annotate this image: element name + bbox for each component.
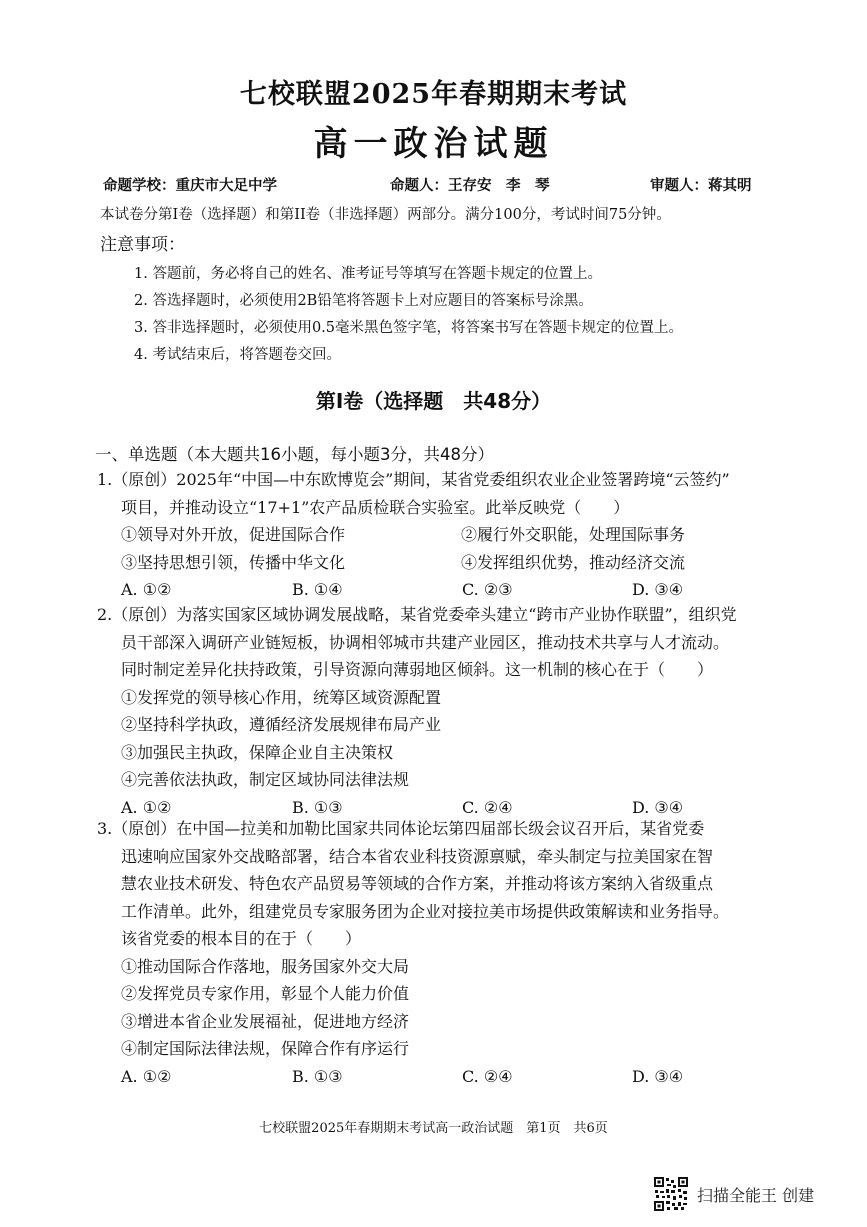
question-stem: 1.（原创）2025年“中国—中东欧博览会”期间，某省党委组织农业企业签署跨境“云签约” — [97, 470, 730, 489]
notice-list — [134, 262, 683, 370]
notice-item: 3. 答非选择题时，必须使用0.5毫米黑色签字笔，将答案书写在答题卡规定的位置上。 — [134, 320, 684, 336]
exam-intro: 本试卷分第I卷（选择题）和第II卷（非选择题）两部分。满分100分，考试时间75分钟。 — [100, 207, 671, 223]
choice-d: D. ③④ — [632, 797, 684, 817]
authors-label: 命题人：王存安 李 琴 — [390, 177, 550, 194]
question-stem: 该省党委的根本目的在于（ ） — [121, 929, 362, 948]
statement: ④制定国际法律法规，保障合作有序运行 — [121, 1039, 410, 1058]
statement: ③增进本省企业发展福祉，促进地方经济 — [121, 1011, 410, 1031]
choice-d: D. ③④ — [632, 1066, 684, 1086]
choice-a: A. ①② — [121, 797, 172, 817]
choice-a: A. ①② — [121, 1066, 172, 1086]
notice-heading: 注意事项： — [100, 235, 185, 255]
choice-c: C. ②④ — [462, 1066, 513, 1086]
reviewer-label: 审题人：蒋其明 — [650, 177, 752, 194]
page-footer: 七校联盟2025年春期期末考试高一政治试题 第1页 共6页 — [259, 1121, 608, 1136]
question-stem: 项目，并推动设立“17+1”农产品质检联合实验室。此举反映党（ ） — [121, 497, 630, 517]
choice-c: C. ②④ — [462, 797, 513, 817]
notice-item: 2. 答选择题时，必须使用2B铅笔将答题卡上对应题目的答案标号涂黑。 — [134, 293, 593, 309]
part-title: 一、单选题（本大题共16小题，每小题3分，共48分） — [95, 445, 494, 464]
question-stem: 3.（原创）在中国—拉美和加勒比国家共同体论坛第四届部长级会议召开后，某省党委 — [97, 819, 705, 838]
question-stem: 慧农业技术研发、特色农产品贸易等领域的合作方案，并推动将该方案纳入省级重点 — [121, 874, 714, 893]
question-1 — [97, 466, 730, 604]
scanner-text: 扫描全能王 创建 — [697, 1185, 815, 1205]
question-stem: 工作清单。此外，组建党员专家服务团为企业对接拉美市场提供政策解读和业务指导。 — [121, 901, 730, 921]
answer-choices — [97, 1063, 729, 1091]
choice-a: A. ①② — [121, 580, 172, 599]
question-stem: 员干部深入调研产业链短板，协调相邻城市共建产业园区，推动技术共享与人才流动。 — [121, 632, 730, 652]
answer-choices — [97, 576, 730, 604]
section-title: 第I卷（选择题 共48分） — [315, 389, 552, 413]
statement: ②履行外交职能，处理国际事务 — [461, 525, 686, 544]
choice-d: D. ③④ — [632, 580, 684, 599]
scanner-watermark — [653, 1176, 814, 1212]
statement: ③坚持思想引领，传播中华文化 — [121, 552, 346, 572]
question-stem: 迅速响应国家外交战略部署，结合本省农业科技资源禀赋，牵头制定与拉美国家在智 — [121, 846, 714, 866]
qr-code-icon — [653, 1176, 689, 1212]
statement: ④完善依法执政，制定区域协同法律法规 — [121, 770, 410, 789]
question-stem: 同时制定差异化扶持政策，引导资源向薄弱地区倾斜。这一机制的核心在于（ ） — [121, 660, 714, 679]
statement: ①领导对外开放，促进国际合作 — [121, 525, 346, 544]
statement: ②发挥党员专家作用，彰显个人能力价值 — [121, 984, 410, 1003]
choice-b: B. ①③ — [292, 797, 343, 817]
statement-row — [97, 549, 730, 577]
statement-row — [97, 521, 730, 549]
statement: ④发挥组织优势，推动经济交流 — [461, 552, 686, 572]
question-3 — [97, 815, 729, 1090]
notice-item: 4. 考试结束后，将答题卷交回。 — [134, 347, 341, 363]
statement: ①推动国际合作落地，服务国家外交大局 — [121, 956, 410, 976]
notice-item: 1. 答题前，务必将自己的姓名、准考证号等填写在答题卡规定的位置上。 — [134, 266, 602, 282]
statement: ②坚持科学执政，遵循经济发展规律布局产业 — [121, 715, 442, 734]
question-2 — [97, 601, 737, 821]
choice-b: B. ①③ — [292, 1066, 343, 1086]
exam-subtitle: 高一政治试题 — [313, 124, 554, 164]
choice-b: B. ①④ — [292, 580, 343, 599]
school-label: 命题学校：重庆市大足中学 — [103, 177, 277, 194]
exam-title: 七校联盟2025年春期期末考试 — [239, 79, 628, 110]
statement: ③加强民主执政，保障企业自主决策权 — [121, 742, 394, 762]
question-stem: 2.（原创）为落实国家区域协调发展战略，某省党委牵头建立“跨市产业协作联盟”，组织党 — [97, 605, 737, 624]
choice-c: C. ②③ — [462, 580, 513, 599]
author-info — [103, 174, 752, 195]
statement: ①发挥党的领导核心作用，统筹区域资源配置 — [121, 687, 442, 707]
